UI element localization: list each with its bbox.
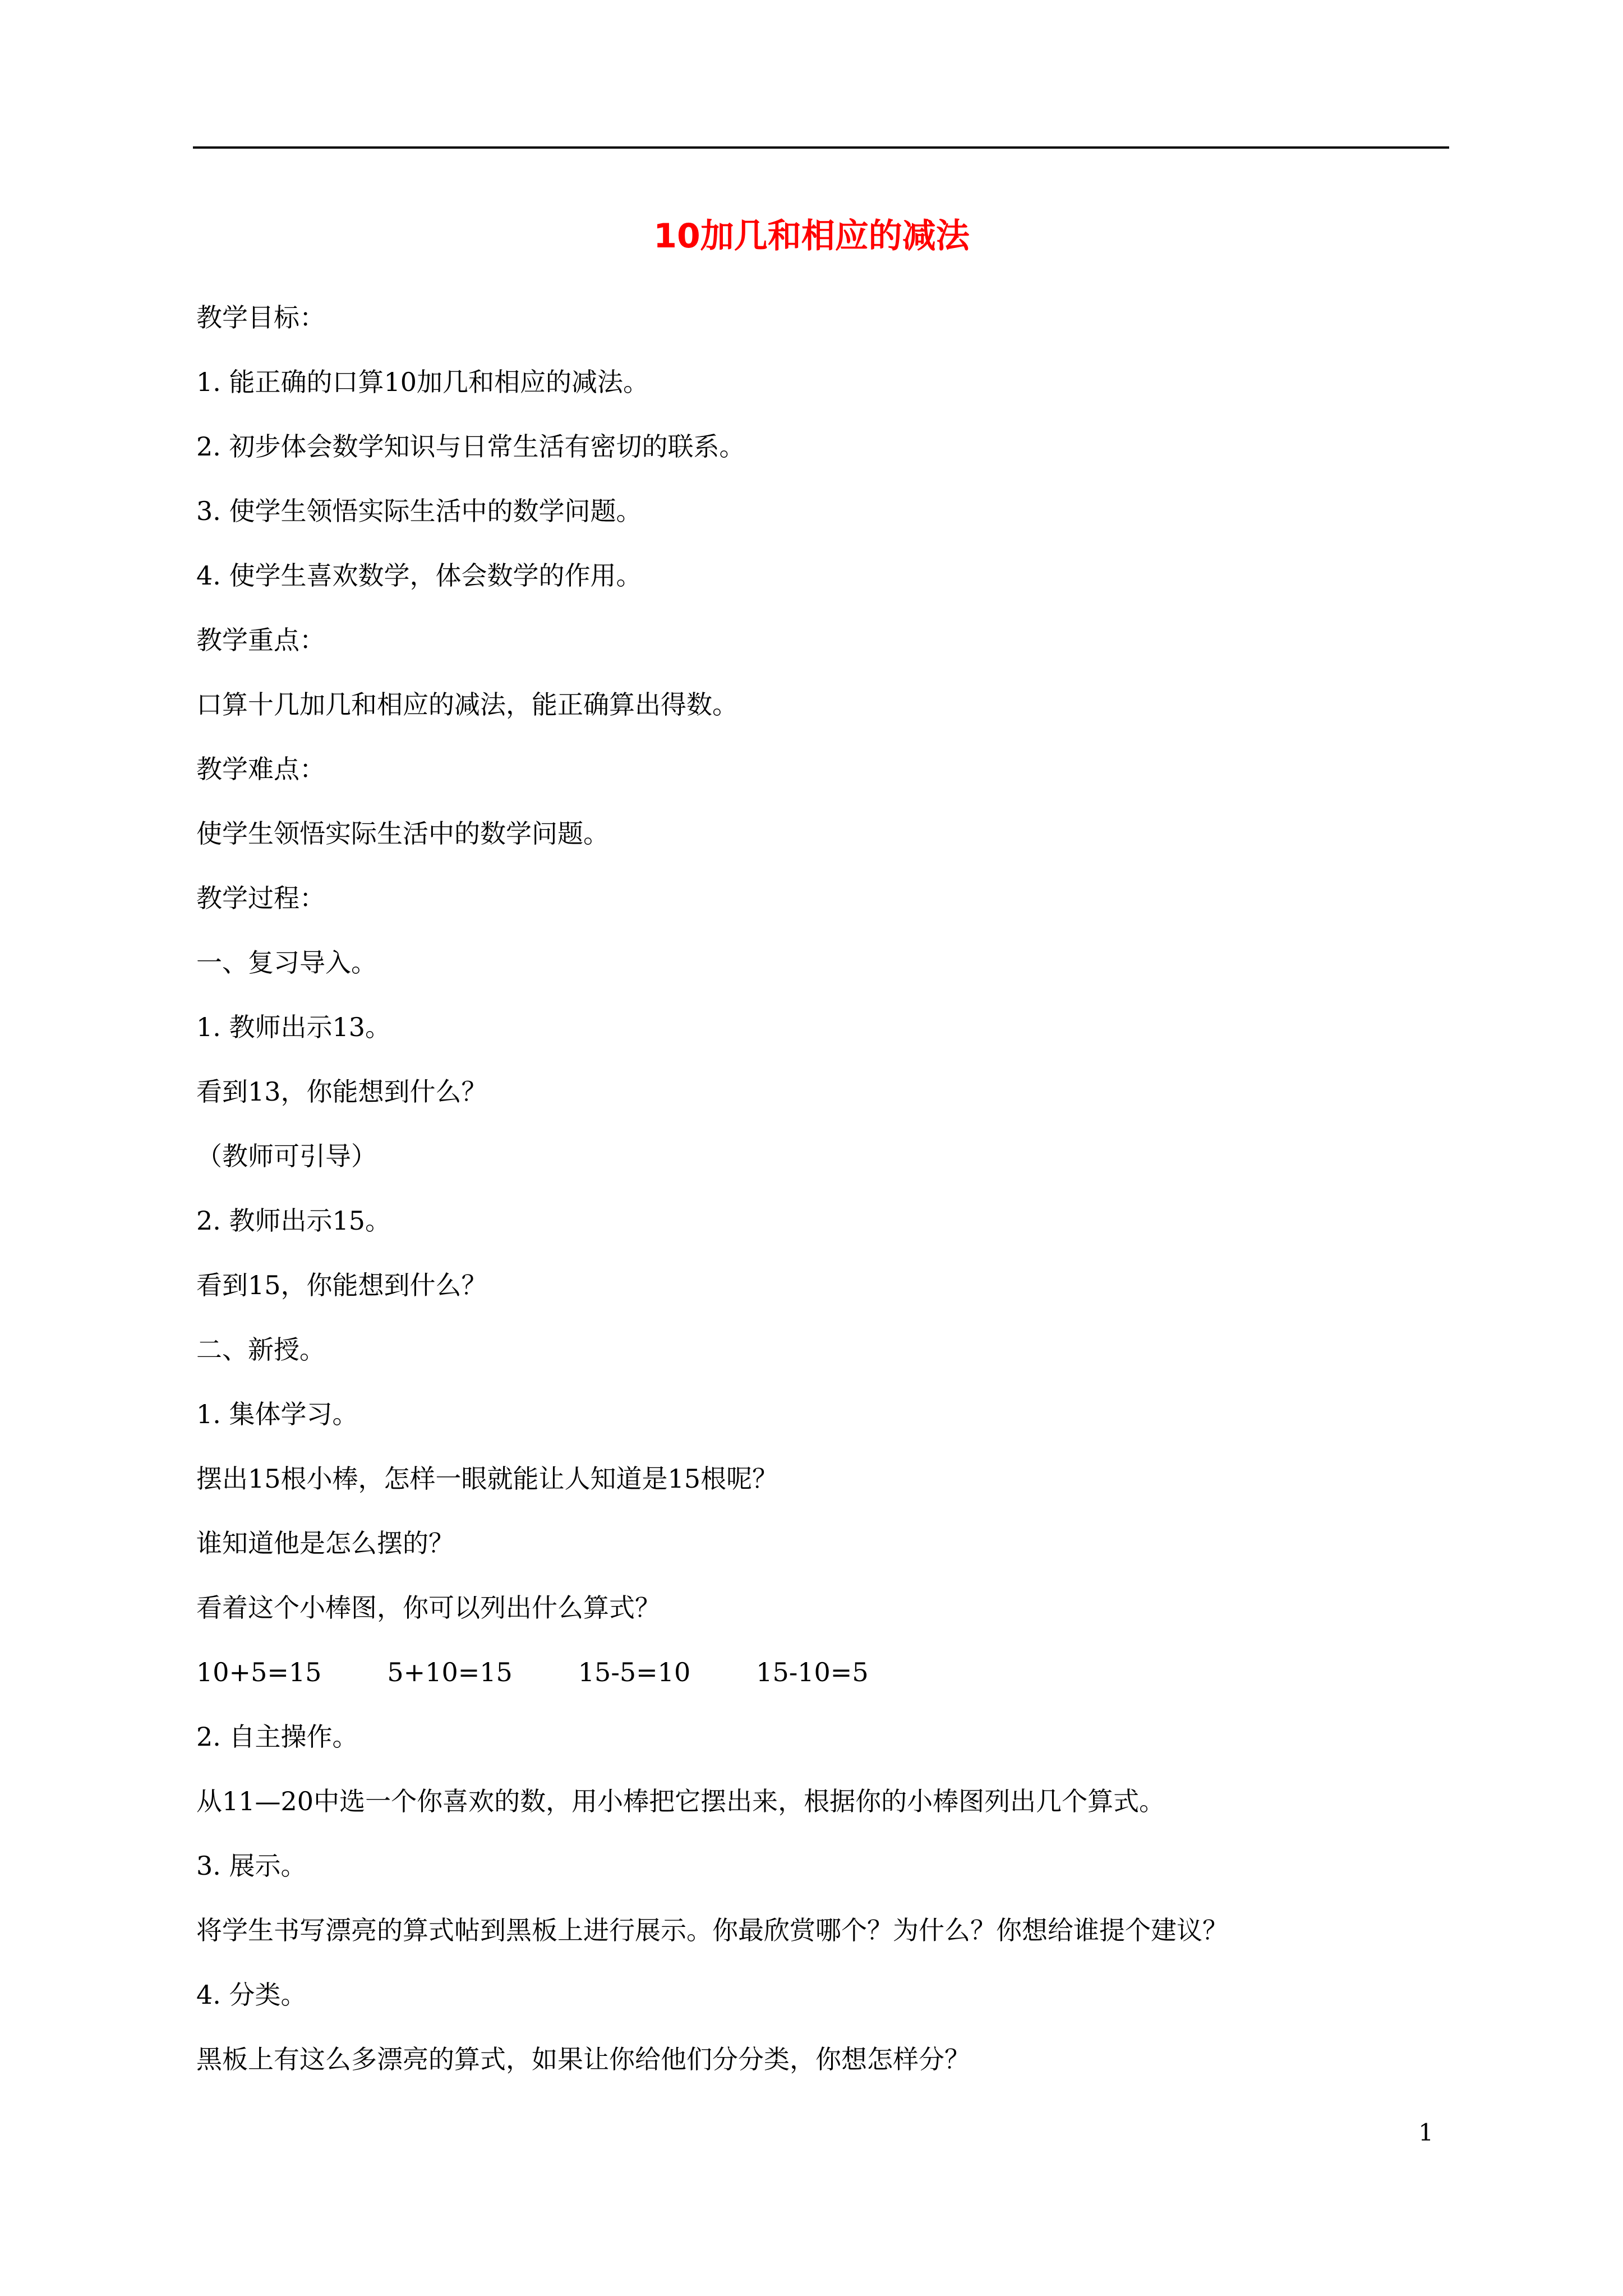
text-line: 看到13，你能想到什么？ — [196, 1076, 487, 1107]
document-title: 10加几和相应的减法 — [653, 217, 970, 256]
text-line: 二、新授。 — [196, 1335, 325, 1365]
text-line: 教学重点： — [196, 625, 325, 655]
text-line: 一、复习导入。 — [196, 947, 377, 978]
text-line: 黑板上有这么多漂亮的算式，如果让你给他们分分类，你想怎样分？ — [196, 2044, 970, 2074]
text-line: 3. 展示。 — [196, 1851, 307, 1881]
text-line: 2. 自主操作。 — [196, 1722, 358, 1752]
text-line: 使学生领悟实际生活中的数学问题。 — [196, 818, 609, 849]
header-rule — [193, 146, 1449, 149]
text-line: 将学生书写漂亮的算式帖到黑板上进行展示。你最欣赏哪个？为什么？你想给谁提个建议？ — [196, 1915, 1228, 1945]
text-line: 看着这个小棒图，你可以列出什么算式？ — [196, 1593, 661, 1623]
text-line: 2. 初步体会数学知识与日常生活有密切的联系。 — [196, 431, 745, 462]
document-body — [196, 289, 1453, 2096]
text-line: 3. 使学生领悟实际生活中的数学问题。 — [196, 496, 642, 526]
text-line: 2. 教师出示15。 — [196, 1205, 391, 1236]
text-line: 1. 能正确的口算10加几和相应的减法。 — [196, 367, 649, 397]
text-line: 1. 集体学习。 — [196, 1399, 358, 1429]
text-line: 看到15，你能想到什么？ — [196, 1270, 487, 1300]
text-line: 摆出15根小棒，怎样一眼就能让人知道是15根呢？ — [196, 1464, 778, 1494]
text-line: 口算十几加几和相应的减法，能正确算出得数。 — [196, 689, 738, 720]
text-line: 教学难点： — [196, 754, 325, 784]
text-line: （教师可引导） — [196, 1141, 377, 1171]
text-line: 教学过程： — [196, 883, 325, 913]
text-line: 教学目标： — [196, 302, 325, 333]
text-line: 谁知道他是怎么摆的？ — [196, 1528, 454, 1558]
page-number: 1 — [1418, 2119, 1433, 2146]
text-line: 4. 使学生喜欢数学，体会数学的作用。 — [196, 560, 642, 591]
text-line: 从11—20中选一个你喜欢的数，用小棒把它摆出来，根据你的小棒图列出几个算式。 — [196, 1786, 1165, 1816]
text-line: 10+5=15 5+10=15 15-5=10 15-10=5 — [196, 1657, 869, 1687]
text-line: 1. 教师出示13。 — [196, 1012, 391, 1042]
text-line: 4. 分类。 — [196, 1980, 307, 2010]
